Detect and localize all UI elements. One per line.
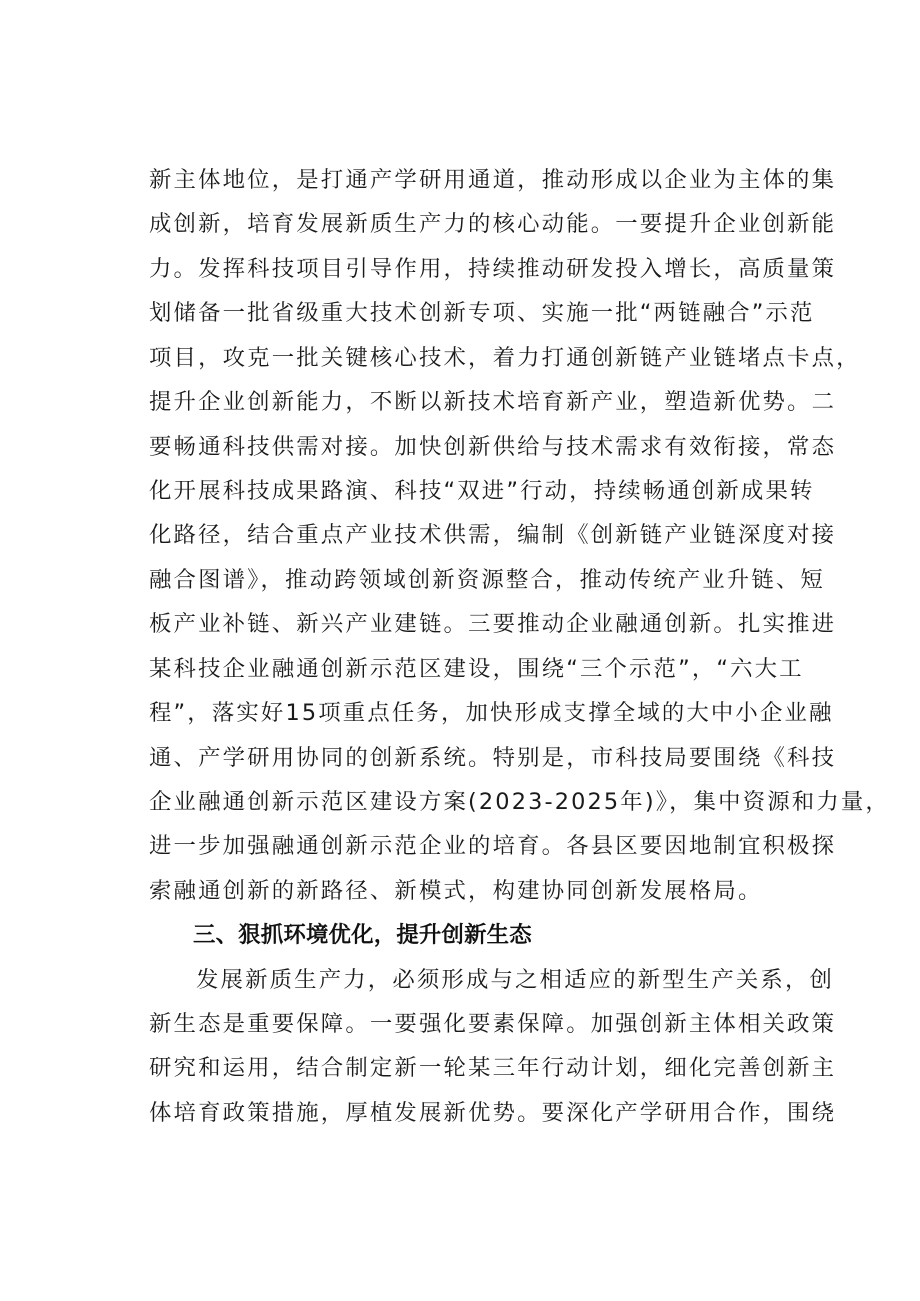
body-text-line: 项目，攻克一批关键核心技术，着力打通创新链产业链堵点卡点，	[149, 345, 861, 371]
body-text-line: 化开展科技成果路演、科技“双进”行动，持续畅通创新成果转	[149, 478, 815, 504]
body-text-line: 划储备一批省级重大技术创新专项、实施一批“两链融合”示范	[149, 300, 815, 326]
body-text-line: 融合图谱》，推动跨领域创新资源整合，推动传统产业升链、短	[149, 567, 825, 593]
body-text-line: 新主体地位，是打通产学研用通道，推动形成以企业为主体的集	[149, 167, 837, 193]
body-text-line: 研究和运用，结合制定新一轮某三年行动计划，细化完善创新主	[149, 1055, 837, 1081]
body-text-line: 索融通创新的新路径、新模式，构建协同创新发展格局。	[149, 878, 763, 904]
body-text-line: 进一步加强融通创新示范企业的培育。各县区要因地制宜积极探	[149, 833, 837, 859]
body-text-line: 通、产学研用协同的创新系统。特别是，市科技局要围绕《科技	[149, 745, 837, 771]
body-text-line: 板产业补链、新兴产业建链。三要推动企业融通创新。扎实推进	[149, 611, 837, 637]
body-text-line: 企业融通创新示范区建设方案(2023-2025年)》，集中资源和力量，	[149, 789, 890, 815]
body-text-line: 要畅通科技供需对接。加快创新供给与技术需求有效衔接，常态	[149, 434, 837, 460]
body-text-line: 程”，落实好15项重点任务，加快形成支撑全域的大中小企业融	[149, 700, 834, 726]
body-text-line: 发展新质生产力，必须形成与之相适应的新型生产关系，创	[196, 967, 835, 993]
body-text-line: 成创新，培育发展新质生产力的核心动能。一要提升企业创新能	[149, 211, 837, 237]
section-heading: 三、狠抓环境优化，提升创新生态	[193, 922, 532, 948]
body-text-line: 体培育政策措施，厚植发展新优势。要深化产学研用合作，围绕	[149, 1100, 837, 1126]
body-text-line: 化路径，结合重点产业技术供需，编制《创新链产业链深度对接	[149, 522, 837, 548]
body-text-line: 提升企业创新能力，不断以新技术培育新产业，塑造新优势。二	[149, 389, 837, 415]
body-text-line: 新生态是重要保障。一要强化要素保障。加强创新主体相关政策	[149, 1011, 837, 1037]
body-text-line: 某科技企业融通创新示范区建设，围绕“三个示范”，“六大工	[149, 656, 804, 682]
body-text-line: 力。发挥科技项目引导作用，持续推动研发投入增长，高质量策	[149, 256, 837, 282]
